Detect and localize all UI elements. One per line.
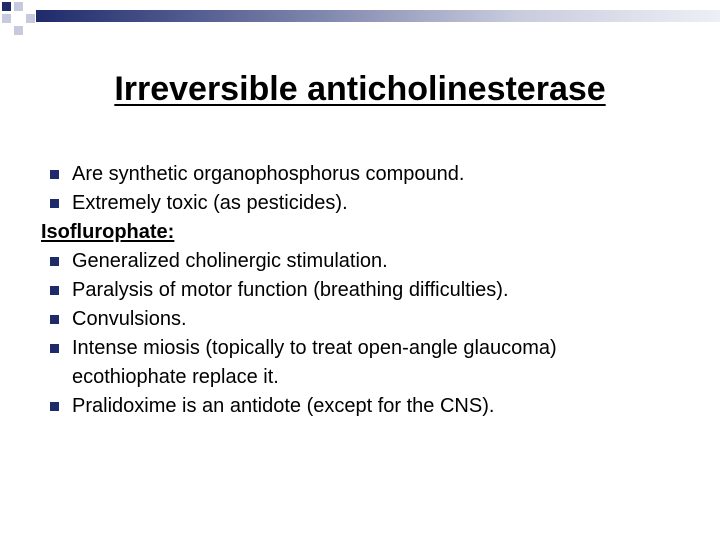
top-gradient-bar — [36, 10, 720, 22]
square-bullet-icon — [50, 286, 59, 295]
bullet-text: Are synthetic organophosphorus compound. — [72, 163, 465, 185]
bullet-text: Convulsions. — [72, 308, 187, 330]
bullet-text: ecothiophate replace it. — [72, 366, 279, 388]
square-bullet-icon — [50, 344, 59, 353]
square-bullet-icon — [50, 170, 59, 179]
corner-square-decoration — [26, 14, 35, 23]
bullet-text: Pralidoxime is an antidote (except for the CNS). — [72, 395, 495, 417]
corner-square-decoration — [14, 26, 23, 35]
bullet-item — [50, 247, 690, 276]
slide-body — [41, 160, 690, 421]
bullet-text: Generalized cholinergic stimulation. — [72, 250, 388, 272]
bullet-text: Paralysis of motor function (breathing difficulties). — [72, 279, 509, 301]
slide-title: Irreversible anticholinesterase — [114, 70, 606, 108]
bullet-item — [50, 305, 690, 334]
bullet-text: Extremely toxic (as pesticides). — [72, 192, 348, 214]
square-bullet-icon — [50, 315, 59, 324]
bullet-item — [50, 160, 690, 189]
square-bullet-icon — [50, 257, 59, 266]
corner-square-decoration — [2, 14, 11, 23]
bullet-item — [50, 189, 690, 218]
bullet-item — [50, 276, 690, 305]
subheading-line — [41, 218, 690, 247]
corner-square-decoration — [14, 2, 23, 11]
bullet-continuation — [50, 363, 690, 392]
square-bullet-icon — [50, 402, 59, 411]
bullet-item — [50, 392, 690, 421]
subheading: Isoflurophate: — [41, 221, 175, 243]
corner-square-decoration — [2, 2, 11, 11]
bullet-item — [50, 334, 690, 363]
bullet-text: Intense miosis (topically to treat open-angle glaucoma) — [72, 337, 557, 359]
square-bullet-icon — [50, 199, 59, 208]
